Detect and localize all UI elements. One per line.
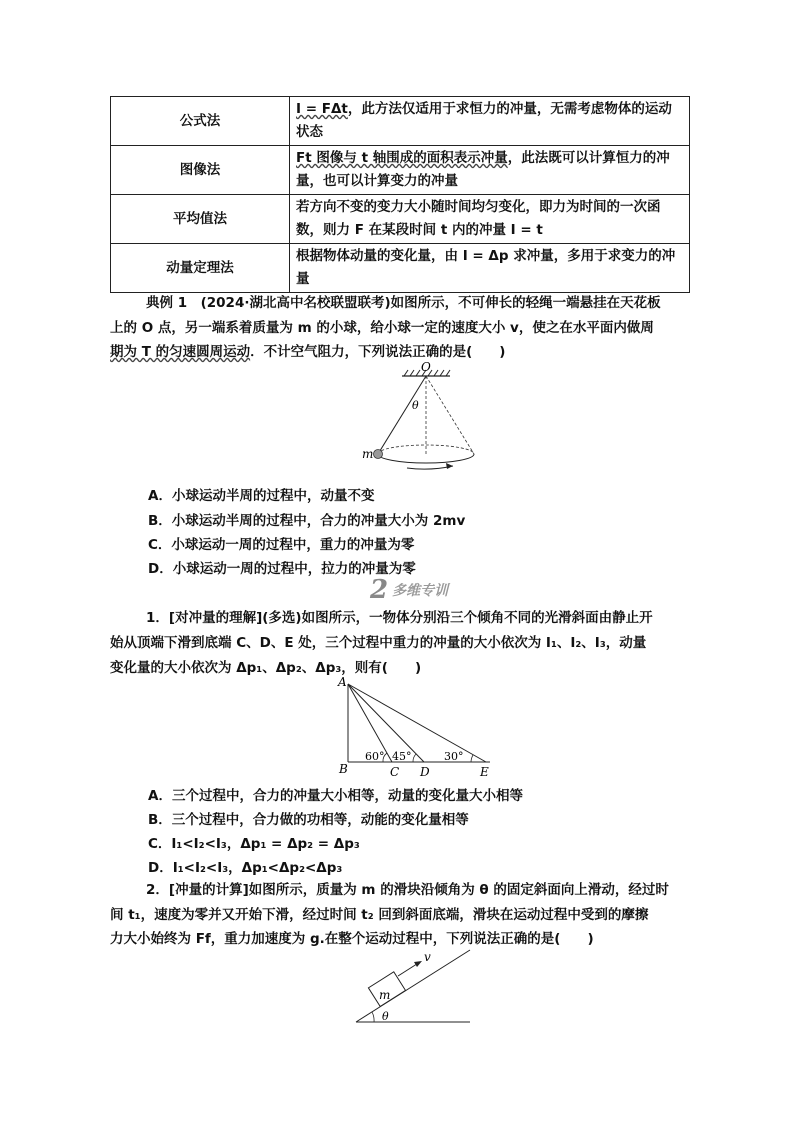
method-description: I = FΔt，此方法仅适用于求恒力的冲量，无需考虑物体的运动 状态 xyxy=(290,97,690,146)
example1-option-a: A．小球运动半周的过程中，动量不变 xyxy=(148,488,375,504)
q1-option-a: A．三个过程中，合力的冲量大小相等，动量的变化量大小相等 xyxy=(148,788,523,804)
q2-line-3: 力大小始终为 Ff，重力加速度为 g.在整个运动过程中，下列说法正确的是( ) xyxy=(110,931,594,947)
label-B: B xyxy=(339,762,348,776)
example1-option-c: C．小球运动一周的过程中，重力的冲量为零 xyxy=(148,537,415,553)
example1-line-1: 典例 1 (2024·湖北高中名校联盟联考)如图所示，不可伸长的轻绳一端悬挂在天花板 xyxy=(146,295,661,311)
label-C: C xyxy=(390,765,400,779)
table-row xyxy=(111,195,690,244)
section-header xyxy=(370,577,448,603)
method-description: 根据物体动量的变化量，由 I = Δp 求冲量，多用于求变力的冲 量 xyxy=(290,244,690,293)
label-angle-45: 45° xyxy=(392,750,412,763)
section-number: 2 xyxy=(370,575,389,605)
label-E: E xyxy=(480,765,489,779)
example1-line-2: 上的 O 点，另一端系着质量为 m 的小球，给小球一定的速度大小 v，使之在水平面内做周 xyxy=(110,320,654,336)
table-row xyxy=(111,146,690,195)
q2-line-2: 间 t₁，速度为零并又开始下滑，经过时间 t₂ 回到斜面底端，滑块在运动过程中受到的摩擦 xyxy=(110,907,649,923)
conical-pendulum-figure xyxy=(350,362,490,474)
example1-line-3: 期为 T 的匀速圆周运动．不计空气阻力，下列说法正确的是( ) xyxy=(110,344,506,360)
q1-line-2: 始从顶端下滑到底端 C、D、E 处，三个过程中重力的冲量的大小依次为 I₁、I₂、I₃，动量 xyxy=(110,635,647,651)
impulse-methods-table xyxy=(110,96,690,293)
q1-option-d: D．I₁<I₂<I₃，Δp₁<Δp₂<Δp₃ xyxy=(148,860,343,876)
method-name: 公式法 xyxy=(111,97,290,146)
label-angle-60: 60° xyxy=(365,750,385,763)
method-name: 图像法 xyxy=(111,146,290,195)
method-description: 若方向不变的变力大小随时间均匀变化，即力为时间的一次函 数，则力 F 在某段时间 t 内的冲量 I = t xyxy=(290,195,690,244)
label-D: D xyxy=(420,765,430,779)
inclined-planes-figure xyxy=(334,676,494,780)
section-title: 多维专训 xyxy=(392,583,449,599)
table-row xyxy=(111,97,690,146)
label-v: v xyxy=(424,950,431,964)
label-angle-30: 30° xyxy=(444,750,464,763)
block-on-incline-figure xyxy=(350,946,476,1026)
q1-option-b: B．三个过程中，合力做的功相等，动能的变化量相等 xyxy=(148,812,469,828)
label-m: m xyxy=(379,988,391,1002)
label-m: m xyxy=(362,447,374,461)
q1-line-1: 1．[对冲量的理解](多选)如图所示，一物体分别沿三个倾角不同的光滑斜面由静止开 xyxy=(146,610,653,626)
example1-option-d: D．小球运动一周的过程中，拉力的冲量为零 xyxy=(148,561,416,577)
table-row xyxy=(111,244,690,293)
label-A: A xyxy=(338,676,347,689)
method-name: 平均值法 xyxy=(111,195,290,244)
label-theta: θ xyxy=(412,399,419,412)
q1-option-c: C．I₁<I₂<I₃，Δp₁ = Δp₂ = Δp₃ xyxy=(148,836,360,852)
method-description: Ft 图像与 t 轴围成的面积表示冲量，此法既可以计算恒力的冲 量，也可以计算变力的冲量 xyxy=(290,146,690,195)
q2-line-1: 2．[冲量的计算]如图所示，质量为 m 的滑块沿倾角为 θ 的固定斜面向上滑动，经过时 xyxy=(146,882,669,898)
example1-option-b: B．小球运动半周的过程中，合力的冲量大小为 2mv xyxy=(148,513,466,529)
q1-line-3: 变化量的大小依次为 Δp₁、Δp₂、Δp₃，则有( ) xyxy=(110,660,422,676)
method-name: 动量定理法 xyxy=(111,244,290,293)
label-theta: θ xyxy=(382,1010,389,1023)
label-O: O xyxy=(421,362,431,374)
